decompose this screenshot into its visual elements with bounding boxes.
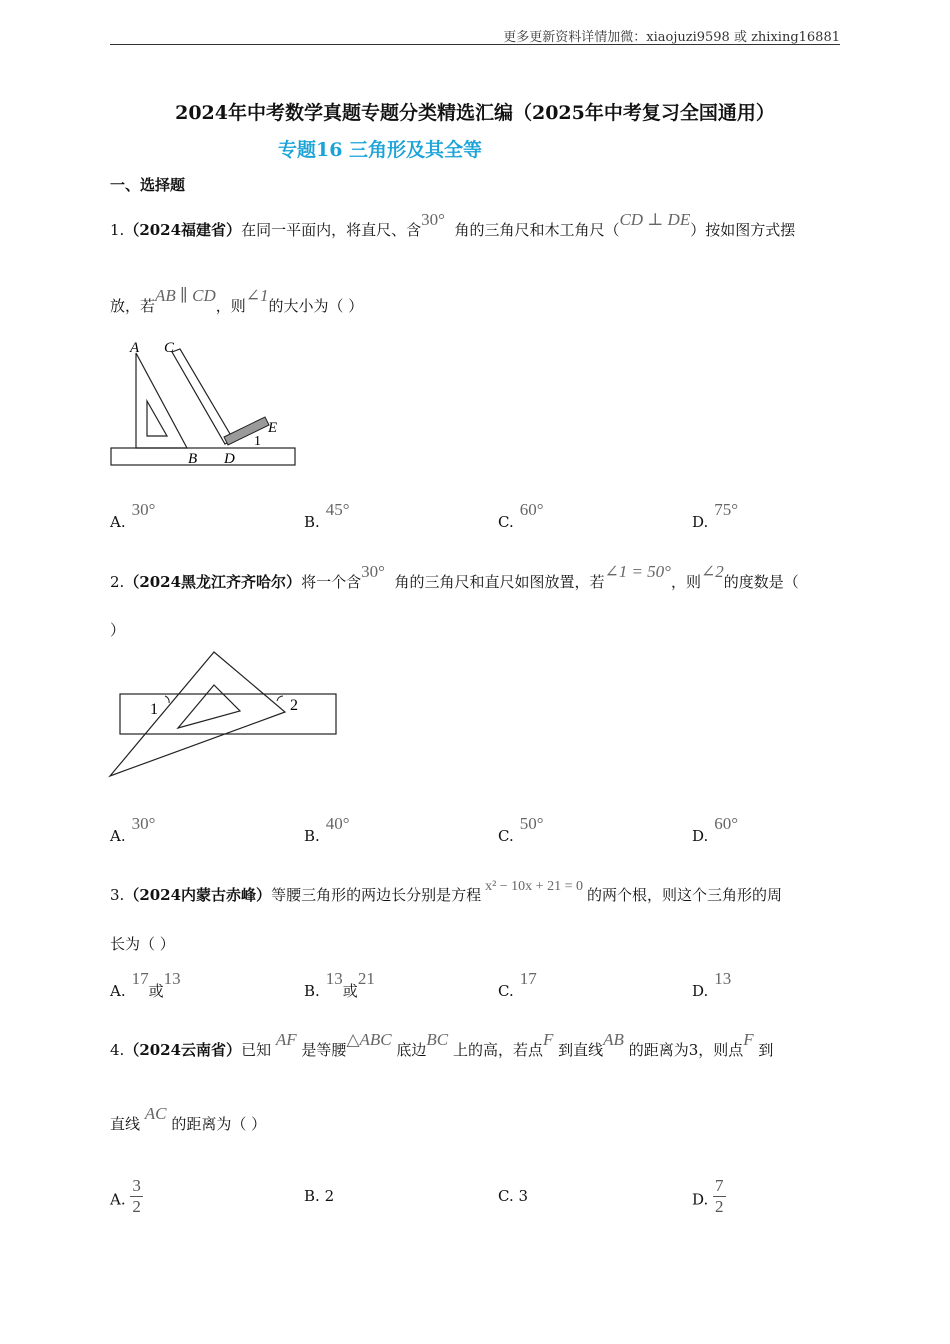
option-value: 13: [714, 969, 732, 988]
q3-option-a[interactable]: [110, 969, 181, 1001]
q4-math: AC: [144, 1104, 167, 1123]
option-label: B.: [304, 1187, 320, 1205]
header-note: 更多更新资料详情加微：xiaojuzi9598 或 zhixing16881: [503, 30, 840, 45]
q4-option-a[interactable]: [110, 1176, 143, 1221]
q3-line-2: [110, 934, 175, 954]
option-value: 40°: [325, 814, 350, 833]
q3-source: （2024内蒙古赤峰）: [124, 886, 272, 904]
option-label: C.: [498, 1187, 514, 1205]
q3-math: x² − 10x + 21 = 0: [485, 879, 583, 894]
option-label: B.: [304, 827, 320, 845]
label-A: A: [130, 340, 140, 356]
option-value: 21: [357, 969, 375, 988]
option-value: 45°: [325, 500, 350, 519]
q2-figure: [105, 648, 345, 783]
label-C: C: [164, 340, 175, 356]
option-value: 50°: [519, 814, 544, 833]
denominator: 2: [132, 1197, 141, 1216]
q4-text: 直线: [110, 1115, 141, 1133]
label-E: E: [268, 420, 278, 436]
q4-line-2: [110, 1104, 267, 1134]
q1-line-1: [110, 210, 796, 240]
q2-math: 30°: [361, 562, 385, 581]
q1-text: 角的三角尺和木工角尺（: [454, 221, 620, 239]
set-square: [110, 652, 285, 776]
option-label: D.: [692, 982, 709, 1000]
fraction: [713, 1176, 726, 1217]
q1-text: 在同一平面内，将直尺、含: [241, 221, 422, 239]
q1-number: 1.: [110, 221, 125, 239]
option-value: 13: [325, 969, 343, 988]
q1-text: ，则: [215, 297, 246, 315]
q1-math: CD ⊥ DE: [619, 210, 691, 229]
option-label: A.: [110, 827, 126, 845]
angle-1-arc: [165, 696, 169, 703]
carpenter-square-arm: [172, 349, 233, 444]
carpenter-square-blade: [224, 417, 269, 445]
q2-text: 将一个含: [301, 573, 362, 591]
q2-option-c[interactable]: [498, 814, 544, 846]
option-value: 30°: [131, 814, 156, 833]
q4-source: （2024云南省）: [124, 1041, 242, 1059]
q4-text: 底边: [396, 1041, 427, 1059]
q2-text: 角的三角尺和直尺如图放置，若: [394, 573, 605, 591]
q3-line-1: [110, 879, 782, 907]
q2-math: ∠1 = 50°: [604, 562, 671, 581]
q1-line-2: [110, 286, 364, 316]
page-subtitle: 专题16 三角形及其全等: [278, 139, 483, 161]
q1-text: 放，若: [110, 297, 156, 315]
angle-2-arc: [277, 696, 283, 701]
set-square-hole: [178, 685, 240, 728]
q1-text: ）按如图方式摆: [690, 221, 796, 239]
q3-option-b[interactable]: [304, 969, 375, 1001]
q1-text: 的大小为（ ）: [268, 297, 364, 315]
option-value: 60°: [519, 500, 544, 519]
header-divider: [110, 44, 840, 45]
option-label: C.: [498, 513, 514, 531]
q1-math: AB ∥ CD: [155, 286, 216, 305]
q4-text: 上的高，若点: [452, 1041, 543, 1059]
option-label: D.: [692, 1190, 709, 1209]
q1-option-b[interactable]: [304, 500, 350, 532]
option-value: 75°: [714, 500, 739, 519]
option-value: 60°: [714, 814, 739, 833]
q4-math: △ABC: [346, 1030, 392, 1049]
option-label: D.: [692, 513, 709, 531]
q2-option-d[interactable]: [692, 814, 739, 846]
numerator: 7: [715, 1176, 724, 1195]
q4-text: 已知: [241, 1041, 272, 1059]
option-label: A.: [110, 513, 126, 531]
q3-option-c[interactable]: [498, 969, 537, 1001]
label-angle-1: 1: [150, 701, 158, 718]
q2-line-1: [110, 562, 799, 592]
set-square: [136, 353, 187, 448]
option-or: 或: [342, 982, 358, 1000]
q4-text: 到: [758, 1041, 774, 1059]
q4-text: 的距离为（ ）: [171, 1115, 267, 1133]
q1-option-c[interactable]: [498, 500, 544, 532]
q1-source: （2024福建省）: [124, 221, 242, 239]
q4-text: 的距离为3，则点: [628, 1041, 744, 1059]
q4-option-c[interactable]: [498, 1186, 528, 1206]
option-value: 30°: [131, 500, 156, 519]
label-D: D: [224, 451, 235, 467]
q1-math: ∠1: [245, 286, 269, 305]
q3-option-d[interactable]: [692, 969, 732, 1001]
q3-text: 的两个根，则这个三角形的周: [586, 886, 782, 904]
q1-option-a[interactable]: [110, 500, 156, 532]
q4-option-b[interactable]: [304, 1186, 334, 1206]
q4-math: AB: [603, 1030, 624, 1049]
option-value: 17: [131, 969, 149, 988]
q4-text: 是等腰: [301, 1041, 347, 1059]
q2-source: （2024黑龙江齐齐哈尔）: [124, 573, 302, 591]
q3-text: 长为（ ）: [110, 935, 175, 953]
label-angle-2: 2: [290, 697, 298, 714]
option-label: A.: [110, 982, 126, 1000]
option-value: 17: [519, 969, 537, 988]
q3-number: 3.: [110, 886, 125, 904]
q4-math: BC: [426, 1030, 449, 1049]
fraction: [130, 1176, 143, 1217]
q2-line-2: [110, 620, 125, 640]
denominator: 2: [715, 1197, 724, 1216]
option-label: B.: [304, 982, 320, 1000]
q1-figure: [105, 335, 305, 470]
q1-option-d[interactable]: [692, 500, 739, 532]
option-value: 2: [324, 1187, 335, 1205]
q2-option-b[interactable]: [304, 814, 350, 846]
q2-number: 2.: [110, 573, 125, 591]
numerator: 3: [132, 1176, 141, 1195]
option-label: A.: [110, 1190, 126, 1209]
option-label: C.: [498, 982, 514, 1000]
q2-text: ）: [110, 621, 126, 639]
q4-math: F: [542, 1030, 554, 1049]
q2-option-a[interactable]: [110, 814, 156, 846]
label-B: B: [188, 451, 198, 467]
q4-number: 4.: [110, 1041, 125, 1059]
option-or: 或: [148, 982, 164, 1000]
q4-option-d[interactable]: [692, 1176, 726, 1221]
q4-math: AF: [275, 1030, 297, 1049]
q2-math: ∠2: [700, 562, 724, 581]
q2-text: ，则: [670, 573, 701, 591]
label-angle-1: 1: [254, 434, 261, 449]
q4-math: F: [743, 1030, 754, 1049]
option-label: D.: [692, 827, 709, 845]
ruler: [111, 448, 295, 465]
page-title: 2024年中考数学真题专题分类精选汇编（2025年中考复习全国通用）: [175, 102, 775, 124]
q2-text: 的度数是（: [723, 573, 799, 591]
section-heading: 一、选择题: [110, 176, 186, 194]
option-label: B.: [304, 513, 320, 531]
q4-line-1: [110, 1030, 774, 1060]
q3-text: 等腰三角形的两边长分别是方程: [271, 886, 482, 904]
option-label: C.: [498, 827, 514, 845]
option-value: 13: [163, 969, 181, 988]
q4-text: 到直线: [558, 1041, 604, 1059]
option-value: 3: [518, 1187, 529, 1205]
q1-math: 30°: [421, 210, 445, 229]
